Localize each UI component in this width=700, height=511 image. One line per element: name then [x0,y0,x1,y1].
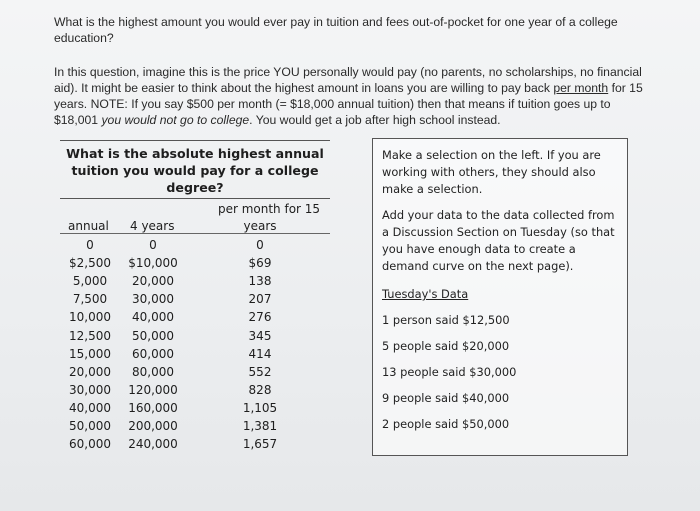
instructions-part2: for 15 years. NOTE: If you say $500 per month (= $18,000 annual tuition) then that means if tuition goes up to $18,001 [54,81,643,127]
instructions-panel [372,138,628,456]
table-cell-four-years: 120,000 [128,382,178,397]
table-title: What is the absolute highest annual tuition you would pay for a college degree? [60,140,330,196]
table-cell-annual: 60,000 [69,437,111,452]
table-cell-per-month: 1,381 [242,419,278,433]
header-per-month-line2: years [243,219,277,233]
table-cell-annual: 50,000 [69,419,111,433]
instructions-part1: In this question, imagine this is the price YOU personally would pay (no parents, no scholarships, no financial aid). It might be easier to think about the highest amount in loans you are willing to pay back [54,65,642,95]
table-cell-four-years: 30,000 [132,292,174,307]
table-cell-annual: 15,000 [69,346,111,361]
table-cell-annual: 20,000 [69,364,111,379]
header-divider [60,233,330,234]
table-cell-per-month: 345 [248,328,272,343]
table-cell-four-years: 240,000 [128,437,178,452]
table-cell-annual: 5,000 [72,274,108,289]
table-cell-annual: 40,000 [69,400,111,415]
table-cell-annual: 0 [86,238,94,252]
table-cell-four-years: 20,000 [132,274,174,289]
instructions-italic: you would not go to college [101,113,250,127]
table-cell-annual: 12,500 [69,328,111,343]
table-cell-four-years: 80,000 [132,364,174,379]
table-cell-per-month: 552 [248,364,272,379]
table-cell-four-years: 200,000 [128,419,178,433]
table-cell-per-month: 276 [248,310,272,325]
header-four-years: 4 years [130,219,175,233]
title-divider [60,198,330,199]
table-cell-four-years: $10,000 [128,256,178,271]
table-cell-four-years: 40,000 [132,310,174,325]
table-cell-per-month: 138 [248,274,272,289]
table-cell-per-month: 1,105 [242,400,278,415]
panel-paragraph-1: Make a selection on the left. If you are working with others, they should also make a selection. [382,148,601,196]
tuesday-data-line: 1 person said $12,500 [382,313,510,327]
table-cell-per-month: 1,657 [242,437,278,452]
table-cell-per-month: 0 [256,238,264,252]
table-cell-per-month: 414 [248,346,272,361]
instructions-text [54,64,644,128]
panel-paragraph-2: Add your data to the data collected from a Discussion Section on Tuesday (so that you have enough data to create a demand curve on the next page). [382,208,615,273]
tuesday-data-line: 9 people said $40,000 [382,391,510,405]
table-cell-per-month: $69 [248,256,272,271]
tuesday-data-list [382,312,619,433]
header-per-month-line1: per month for 15 [217,202,321,216]
table-cell-annual: 7,500 [72,292,108,307]
table-cell-four-years: 0 [149,238,157,252]
instructions-part3: . You would get a job after high school instead. [249,113,501,127]
instructions-per-month: per month [553,81,609,95]
table-cell-annual: 30,000 [69,382,111,397]
question-text: What is the highest amount you would ever pay in tuition and fees out-of-pocket for one year of a college education? [54,15,618,45]
table-cell-four-years: 50,000 [132,328,174,343]
tuesday-data-title: Tuesday's Data [382,287,469,301]
header-annual: annual [68,219,109,233]
table-cell-annual: $2,500 [69,256,111,271]
table-cell-four-years: 160,000 [128,400,178,415]
table-cell-four-years: 60,000 [132,346,174,361]
table-cell-per-month: 828 [248,382,272,397]
tuesday-data-line: 5 people said $20,000 [382,339,510,353]
tuesday-data-line: 2 people said $50,000 [382,417,510,431]
tuesday-data-line: 13 people said $30,000 [382,365,517,379]
table-cell-annual: 10,000 [69,310,111,325]
table-cell-per-month: 207 [248,292,272,307]
